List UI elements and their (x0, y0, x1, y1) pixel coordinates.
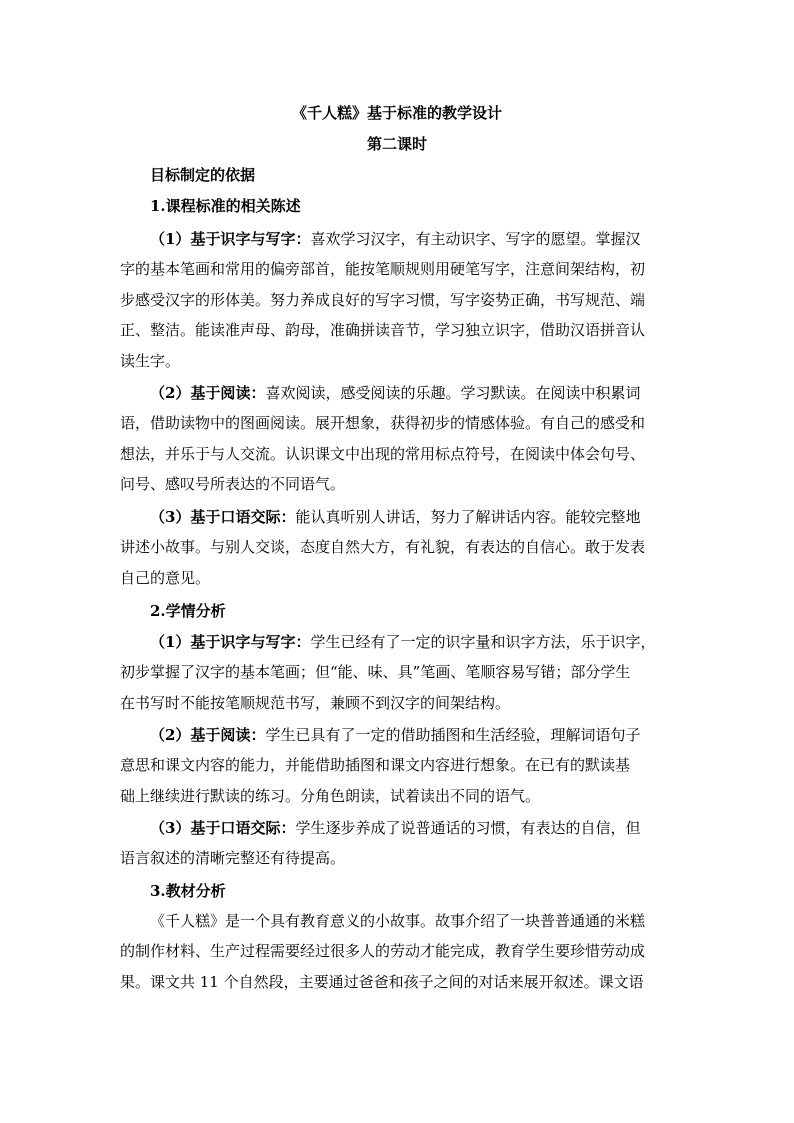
paragraph-lead: （3）基于口语交际： (150, 819, 296, 837)
paragraph-line: 讲述小故事。与别人交谈，态度自然大方，有礼貌，有表达的自信心。敢于发表 (120, 538, 646, 557)
paragraph-textbook-analysis (120, 906, 682, 997)
paragraph-line: 步感受汉字的形体美。努力养成良好的写字习惯，写字姿势正确，书写规范、端 (120, 290, 646, 309)
paragraph-lead: （2）基于阅读： (150, 384, 266, 402)
paragraph-line: 想法，并乐于与人交流。认识课文中出现的常用标点符号，在阅读中体会句号、 (120, 444, 646, 463)
paragraph-line: 读生字。 (120, 351, 181, 370)
paragraph-lead: （2）基于阅读： (150, 726, 266, 744)
paragraph-analysis-reading (120, 720, 682, 811)
paragraph-line: 的制作材料、生产过程需要经过很多人的劳动才能完成，教育学生要珍惜劳动成 (120, 942, 646, 961)
section-1-heading: 1.课程标准的相关陈述 (150, 197, 301, 215)
paragraph-analysis-literacy (120, 627, 682, 718)
document-title: 《千人糕》基于标准的教学设计 (291, 104, 502, 122)
paragraph-line: 果。课文共 11 个自然段，主要通过爸爸和孩子之间的对话来展开叙述。课文语 (120, 972, 644, 991)
paragraph-standards-speaking (120, 502, 682, 593)
paragraph-line: 意思和课文内容的能力，并能借助插图和课文内容进行想象。在已有的默读基 (120, 756, 631, 775)
paragraph-line: 自己的意见。 (120, 568, 211, 587)
paragraph-standards-literacy (120, 224, 682, 376)
paragraph-analysis-speaking (120, 813, 682, 874)
paragraph-line: 在书写时不能按笔顺规范书写，兼顾不到汉字的间架结构。 (120, 693, 511, 712)
paragraph-lead: （1）基于识字与写字： (150, 230, 311, 248)
paragraph-line: （2）基于阅读：学生已具有了一定的借助插图和生活经验，理解词语句子 (150, 726, 641, 744)
document-subtitle: 第二课时 (366, 135, 427, 153)
paragraph-line: （2）基于阅读：喜欢阅读，感受阅读的乐趣。学习默读。在阅读中积累词 (150, 384, 641, 402)
paragraph-line: 初步掌握了汉字的基本笔画；但“能、味、具”笔画、笔顺容易写错；部分学生 (120, 663, 631, 682)
paragraph-lead: （1）基于识字与写字： (150, 633, 311, 651)
paragraph-line: （3）基于口语交际：学生逐步养成了说普通话的习惯，有表达的自信，但 (150, 819, 641, 837)
paragraph-line: 语言叙述的清晰完整还有待提高。 (120, 849, 346, 868)
paragraph-line: （3）基于口语交际：能认真听别人讲话，努力了解讲话内容。能较完整地 (150, 508, 641, 526)
section-heading-basis: 目标制定的依据 (150, 166, 256, 184)
paragraph-line: 础上继续进行默读的练习。分角色朗读，试着读出不同的语气。 (120, 786, 541, 805)
paragraph-line: 《千人糕》是一个具有教育意义的小故事。故事介绍了一块普普通通的米糕 (150, 912, 646, 930)
paragraph-line: 问号、感叹号所表达的不同语气。 (120, 475, 346, 494)
paragraph-standards-reading (120, 378, 682, 500)
paragraph-line: （1）基于识字与写字：喜欢学习汉字，有主动识字、写字的愿望。掌握汉 (150, 230, 641, 248)
paragraph-line: 正、整洁。能读准声母、韵母，准确拼读音节，学习独立识字，借助汉语拼音认 (120, 321, 646, 340)
paragraph-line: 字的基本笔画和常用的偏旁部首，能按笔顺规则用硬笔写字，注意间架结构，初 (120, 260, 646, 279)
paragraph-line: （1）基于识字与写字：学生已经有了一定的识字量和识字方法，乐于识字， (150, 633, 656, 651)
section-2-heading: 2.学情分析 (150, 602, 226, 620)
section-3-heading: 3.教材分析 (150, 882, 226, 900)
paragraph-lead: （3）基于口语交际： (150, 508, 296, 526)
paragraph-line: 语，借助读物中的图画阅读。展开想象，获得初步的情感体验。有自己的感受和 (120, 414, 646, 433)
